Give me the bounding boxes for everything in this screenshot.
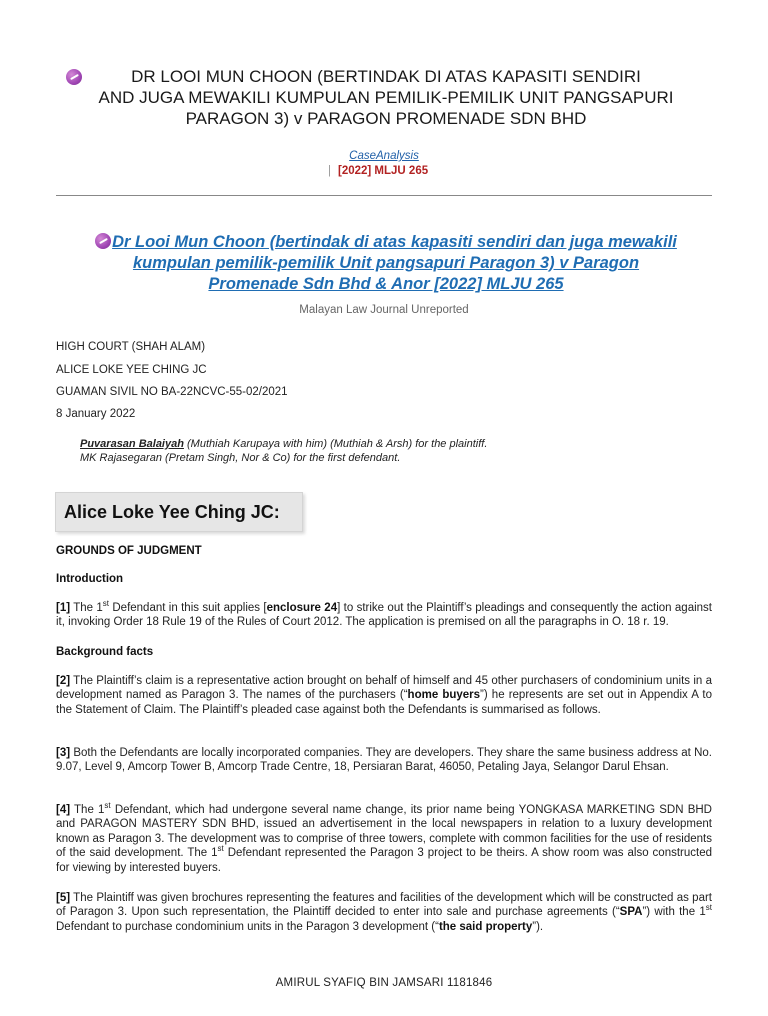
- separator: |: [328, 165, 331, 177]
- header-divider: [56, 195, 712, 196]
- text: ”) he represents are set out in Appendix A to the Statement of Claim. The Plaintiff’s pleaded case against both the Defendants is summarised as follows.: [56, 689, 712, 716]
- grounds-heading: GROUNDS OF JUDGMENT: [56, 545, 202, 557]
- paragraph-2: [56, 674, 712, 717]
- footer-user-id: AMIRUL SYAFIQ BIN JAMSARI 1181846: [275, 977, 493, 989]
- bold-text: the said property: [438, 920, 533, 933]
- case-title-line[interactable]: Promenade Sdn Bhd & Anor [2022] MLJU 265: [208, 275, 564, 293]
- header-title-line: AND JUGA MEWAKILI KUMPULAN PEMILIK-PEMILIK UNIT PANGSAPURI: [98, 88, 674, 107]
- text: Defendant in this suit applies [: [109, 602, 267, 614]
- counsel-detail: (Muthiah Karupaya with him) (Muthiah & Arsh) for the plaintiff.: [183, 438, 488, 450]
- bold-text: SPA: [619, 906, 643, 919]
- judgment-date: 8 January 2022: [56, 408, 136, 420]
- case-title-line[interactable]: Dr Looi Mun Choon (bertindak di atas kapasiti sendiri dan juga mewakili: [112, 233, 677, 251]
- lexis-logo-icon: [95, 233, 111, 249]
- case-title-link[interactable]: [70, 232, 702, 295]
- paragraph-5: [56, 891, 712, 934]
- text: The 1: [70, 602, 103, 614]
- header-title-line: PARAGON 3) v PARAGON PROMENADE SDN BHD: [185, 109, 587, 128]
- text: ”) with the 1: [642, 906, 706, 919]
- text: Defendant represented the Paragon 3 project to be theirs. A show room was also constructed for viewing by interested buyers.: [56, 847, 713, 874]
- text: ”).: [532, 920, 544, 933]
- text: Defendant, which had undergone several name change, its prior name being YONGKASA MARKETING SDN BHD and PARAGON MASTERY SDN BHD, issued an advertisement in the local newspapers in relation to a luxury development known as Paragon 3. The development was to comprise of three towers, complete with common facilities for the use of residents of the said development. The 1: [56, 804, 712, 860]
- case-title-line[interactable]: kumpulan pemilik-pemilik Unit pangsapuri Paragon 3) v Paragon: [132, 254, 640, 272]
- counsel-name: Puvarasan Balaiyah: [80, 438, 184, 450]
- background-heading: Background facts: [56, 646, 154, 658]
- court-name: HIGH COURT (SHAH ALAM): [56, 341, 206, 353]
- text: The 1: [70, 804, 105, 816]
- text: ] to strike out the Plaintiff’s pleadings and consequently the action against it, invoking Order 18 Rule 19 of the Rules of Court 2012. The application is premised on all the paragraphs in O. 18 r. 19.: [56, 602, 712, 629]
- text: The Plaintiff was given brochures representing the features and facilities of the development which will be constructed as part of Paragon 3. Upon such representation, the Plaintiff decided to enter into sale and purchase agreements (“: [56, 892, 712, 919]
- judge-heading-box: [55, 492, 303, 532]
- introduction-heading: Introduction: [56, 573, 124, 585]
- text: The Plaintiff’s claim is a representative action brought on behalf of himself and 45 other purchasers of condominium units in a development named as Paragon 3. The names of the purchasers (“: [56, 675, 712, 702]
- paragraph-number: [5]: [56, 892, 71, 904]
- bold-text: enclosure 24: [266, 602, 338, 614]
- citation-label: [328, 165, 428, 177]
- counsel-block: [80, 437, 487, 465]
- paragraph-4: [56, 803, 712, 875]
- bold-text: home buyers: [407, 689, 481, 702]
- judge-heading: Alice Loke Yee Ching JC:: [64, 502, 280, 522]
- journal-name: Malayan Law Journal Unreported: [299, 304, 469, 316]
- paragraph-3: [56, 746, 712, 775]
- paragraph-number: [1]: [56, 602, 71, 614]
- paragraph-number: [2]: [56, 675, 71, 687]
- text: Both the Defendants are locally incorporated companies. They are developers. They share the same business address at No. 9.07, Level 9, Amcorp Tower B, Amcorp Trade Centre, 18, Persiaran Barat, 46050, Petaling Jaya, Selangor Darul Ehsan.: [56, 747, 712, 774]
- citation-text: [2022] MLJU 265: [338, 165, 429, 177]
- text: Defendant to purchase condominium units in the Paragon 3 development (“: [56, 920, 439, 933]
- superscript: st: [102, 599, 110, 609]
- superscript: st: [104, 801, 111, 811]
- superscript: st: [217, 844, 224, 854]
- paragraph-number: [4]: [56, 804, 71, 816]
- suit-number: GUAMAN SIVIL NO BA-22NCVC-55-02/2021: [56, 386, 288, 398]
- paragraph-number: [3]: [56, 747, 71, 759]
- header-title-line: DR LOOI MUN CHOON (BERTINDAK DI ATAS KAPASITI SENDIRI: [131, 67, 641, 86]
- superscript: st: [705, 903, 713, 913]
- case-analysis-link[interactable]: CaseAnalysis: [349, 150, 419, 162]
- judge-name: ALICE LOKE YEE CHING JC: [56, 364, 207, 376]
- paragraph-1: [56, 601, 712, 630]
- lexis-logo-icon: [66, 69, 82, 85]
- counsel-detail: MK Rajasegaran (Pretam Singh, Nor & Co) for the first defendant.: [80, 452, 401, 464]
- document-header-title: [56, 66, 716, 129]
